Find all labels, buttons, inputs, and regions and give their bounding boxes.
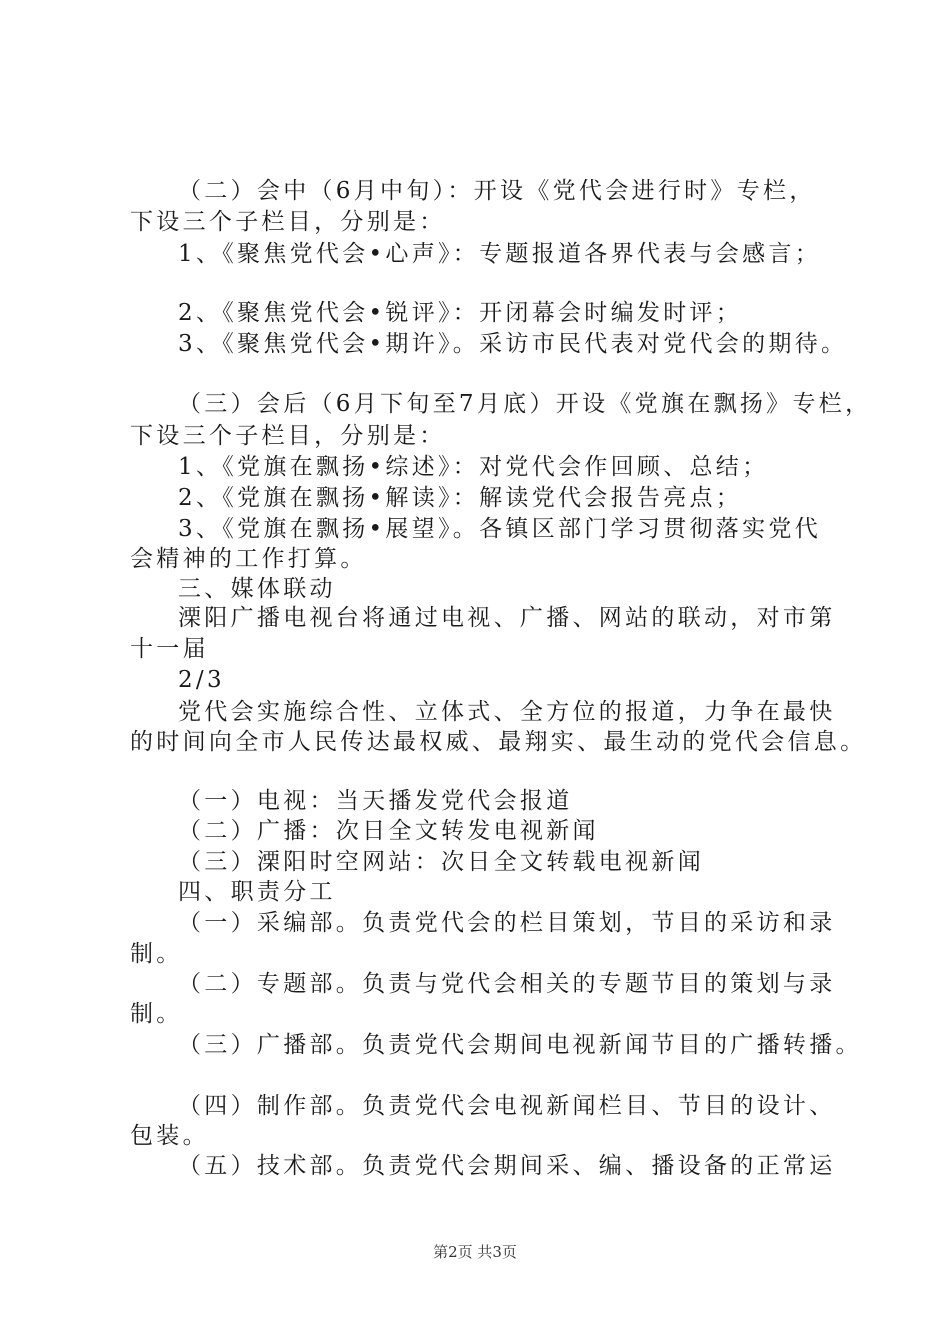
text-line: 党代会实施综合性、立体式、全方位的报道，力争在最快 — [178, 699, 836, 725]
text-line: 制。 — [130, 941, 183, 967]
text-line: （二）专题部。负责与党代会相关的专题节目的策划与录 — [178, 971, 836, 997]
section-heading: 四、职责分工 — [178, 879, 336, 905]
page-marker: 2/3 — [178, 667, 225, 693]
text-line: 十一届 — [130, 636, 209, 662]
text-line: （二）广播：次日全文转发电视新闻 — [178, 818, 599, 844]
text-line: 3、《党旗在飘扬•展望》。各镇区部门学习贯彻落实党代 — [178, 516, 821, 542]
text-line: 的时间向全市人民传达最权威、最翔实、最生动的党代会信息。 — [130, 729, 867, 755]
text-line: 下设三个子栏目，分别是： — [130, 423, 446, 449]
text-line: 包装。 — [130, 1123, 209, 1149]
text-line: （三）广播部。负责党代会期间电视新闻节目的广播转播。 — [178, 1032, 862, 1058]
text-line: （二）会中（6月中旬）：开设《党代会进行时》专栏， — [178, 178, 816, 204]
text-line: 会精神的工作打算。 — [130, 546, 367, 572]
text-line: （三）溧阳时空网站：次日全文转载电视新闻 — [178, 849, 704, 875]
text-line: 2、《聚焦党代会•锐评》：开闭幕会时编发时评； — [178, 300, 743, 326]
text-line: 下设三个子栏目，分别是： — [130, 209, 446, 235]
text-line: 2、《党旗在飘扬•解读》：解读党代会报告亮点； — [178, 485, 743, 511]
page-footer: 第2页 共3页 — [433, 1243, 517, 1261]
text-line: 3、《聚焦党代会•期许》。采访市民代表对党代会的期待。 — [178, 331, 848, 357]
text-line: （三）会后（6月下旬至7月底）开设《党旗在飘扬》专栏， — [178, 391, 872, 417]
text-line: 溧阳广播电视台将通过电视、广播、网站的联动，对市第 — [178, 605, 836, 631]
text-line: （四）制作部。负责党代会电视新闻栏目、节目的设计、 — [178, 1093, 836, 1119]
text-line: 1、《聚焦党代会•心声》：专题报道各界代表与会感言； — [178, 241, 821, 267]
text-line: 三、媒体联动 — [178, 576, 336, 602]
text-line: （一）采编部。负责党代会的栏目策划，节目的采访和录 — [178, 910, 836, 936]
text-line: （一）电视：当天播发党代会报道 — [178, 788, 573, 814]
text-line: （五）技术部。负责党代会期间采、编、播设备的正常运 — [178, 1153, 836, 1179]
text-line: 1、《党旗在飘扬•综述》：对党代会作回顾、总结； — [178, 454, 769, 480]
text-line: 制。 — [130, 1001, 183, 1027]
